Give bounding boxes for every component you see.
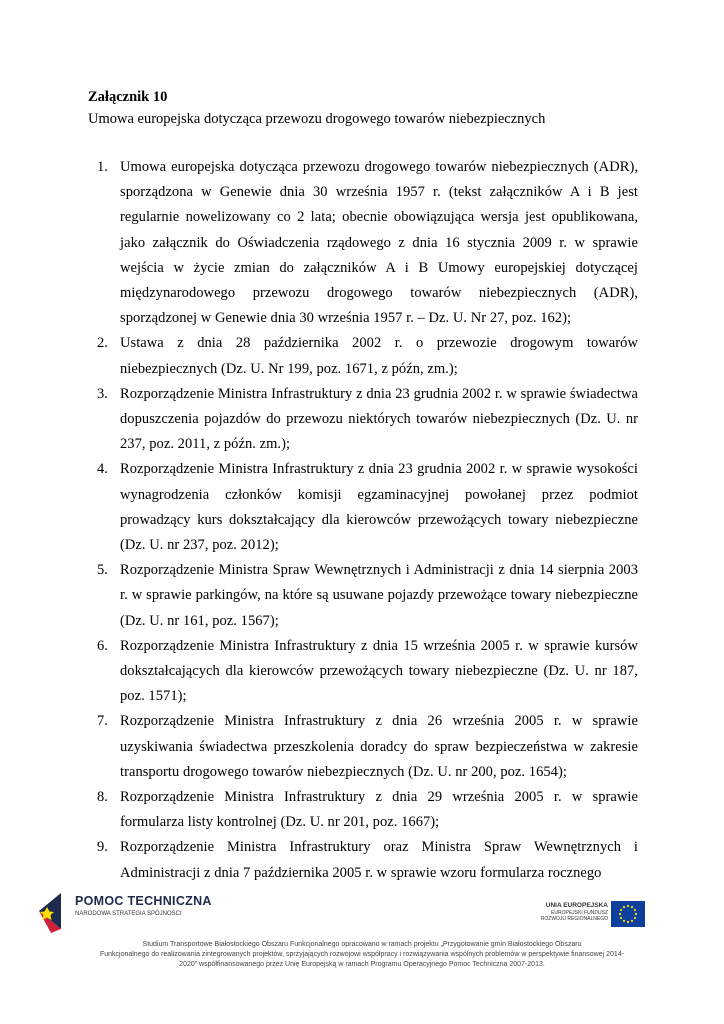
item-number: 4. xyxy=(97,461,108,478)
item-text: Rozporządzenie Ministra Infrastruktury z dnia 23 grudnia 2002 r. w sprawie wysokości wynagrodzenia członków komisji egzaminacyjnej powołanej przez podmiot prowadzący kurs dokształcający dla kierowców przewożących towary niebezpieczne (Dz. U. nr 237, poz. 2012); xyxy=(120,461,638,554)
item-number: 6. xyxy=(97,637,108,654)
item-number: 8. xyxy=(97,789,108,806)
list-item xyxy=(0,331,724,381)
item-number: 3. xyxy=(97,385,108,402)
item-number: 9. xyxy=(97,839,108,856)
item-text: Rozporządzenie Ministra Infrastruktury z dnia 23 grudnia 2002 r. w sprawie świadectwa dopuszczenia pojazdów do przewozu niektórych towarów niebezpiecznych (Dz. U. nr 237, poz. 2011, z późn. zm.); xyxy=(120,385,638,453)
item-number: 7. xyxy=(97,713,108,730)
list-item xyxy=(0,155,724,331)
pomoc-techniczna-emblem-icon xyxy=(37,891,71,935)
eu-logo-line-1: UNIA EUROPEJSKA xyxy=(545,902,608,909)
item-text: Ustawa z dnia 28 października 2002 r. o przewozie drogowym towarów niebezpiecznych (Dz. U. Nr 199, poz. 1671, z późn, zm.); xyxy=(120,335,638,377)
pomoc-techniczna-logo xyxy=(37,891,212,935)
list-item xyxy=(0,457,724,558)
list-item xyxy=(0,558,724,634)
page-footer xyxy=(0,888,724,1024)
item-number: 2. xyxy=(97,335,108,352)
list-item xyxy=(0,382,724,458)
item-text: Rozporządzenie Ministra Infrastruktury z dnia 15 września 2005 r. w sprawie kursów dokształcających dla kierowców przewożących towary niebezpieczne (Dz. U. nr 187, poz. 1571); xyxy=(120,637,638,705)
pomoc-techniczna-subtitle: NARODOWA STRATEGIA SPÓJNOŚCI xyxy=(75,911,182,917)
annex-heading: Załącznik 10 xyxy=(88,89,168,105)
pomoc-techniczna-name: POMOC TECHNICZNA xyxy=(75,894,212,908)
footnote-line-1: Studium Transportowe Białostockiego Obszaru Funkcjonalnego opracowano w ramach projektu „Przygotowanie gmin Białostockiego Obszaru xyxy=(142,941,582,948)
item-text: Rozporządzenie Ministra Infrastruktury z dnia 29 września 2005 r. w sprawie formularza listy kontrolnej (Dz. U. nr 201, poz. 1667); xyxy=(120,789,638,831)
eu-logo-line-2: EUROPEJSKI FUNDUSZ xyxy=(551,910,608,916)
item-text: Rozporządzenie Ministra Infrastruktury oraz Ministra Spraw Wewnętrznych i Administracji z dnia 7 października 2005 r. w sprawie wzoru formularza rocznego xyxy=(120,839,638,881)
eu-flag-icon xyxy=(611,901,645,927)
item-number: 5. xyxy=(97,562,108,579)
footnote-line-2: Funkcjonalnego do realizowania zintegrowanych projektów, sprzyjających rozwojowi współpracy i rozwiązywania wspólnych problemów w perspektywie finansowej 2014- xyxy=(99,951,625,958)
annex-subtitle: Umowa europejska dotycząca przewozu drogowego towarów niebezpiecznych xyxy=(88,111,546,127)
list-item xyxy=(0,835,724,885)
list-item xyxy=(0,634,724,710)
item-text: Umowa europejska dotycząca przewozu drogowego towarów niebezpiecznych (ADR), sporządzona w Genewie dnia 30 września 1957 r. (tekst załączników A i B jest regularnie nowelizowany co 2 lata; obecnie obowiązująca wersja jest opublikowana, jako załącznik do Oświadczenia rządowego z dnia 16 stycznia 2009 r. w sprawie wejścia w życie zmian do załączników A i B Umowy europejskiej dotyczącej międzynarodowego przewozu drogowego towarów niebezpiecznych (ADR), sporządzonej w Genewie dnia 30 września 1957 r. – Dz. U. Nr 27, poz. 162); xyxy=(120,159,638,327)
item-text: Rozporządzenie Ministra Infrastruktury z dnia 26 września 2005 r. w sprawie uzyskiwania świadectwa przeszkolenia doradcy do spraw bezpieczeństwa w zakresie transportu drogowego towarów niebezpiecznych (Dz. U. nr 200, poz. 1654); xyxy=(120,713,638,780)
eu-logo xyxy=(532,901,644,931)
list-item xyxy=(0,785,724,835)
legal-acts-list xyxy=(0,155,724,886)
project-footnote xyxy=(40,940,684,970)
item-text: Rozporządzenie Ministra Spraw Wewnętrznych i Administracji z dnia 14 sierpnia 2003 r. w sprawie parkingów, na które są usuwane pojazdy przewożące towary niebezpieczne (Dz. U. nr 161, poz. 1567); xyxy=(120,562,638,629)
item-number: 1. xyxy=(97,159,108,175)
eu-logo-line-3: ROZWOJU REGIONALNEGO xyxy=(540,916,608,922)
footnote-line-3: 2020” współfinansowanego przez Unię Europejską w ramach Programu Operacyjnego Pomoc Techniczna 2007-2013. xyxy=(179,961,545,968)
list-item xyxy=(0,709,724,785)
